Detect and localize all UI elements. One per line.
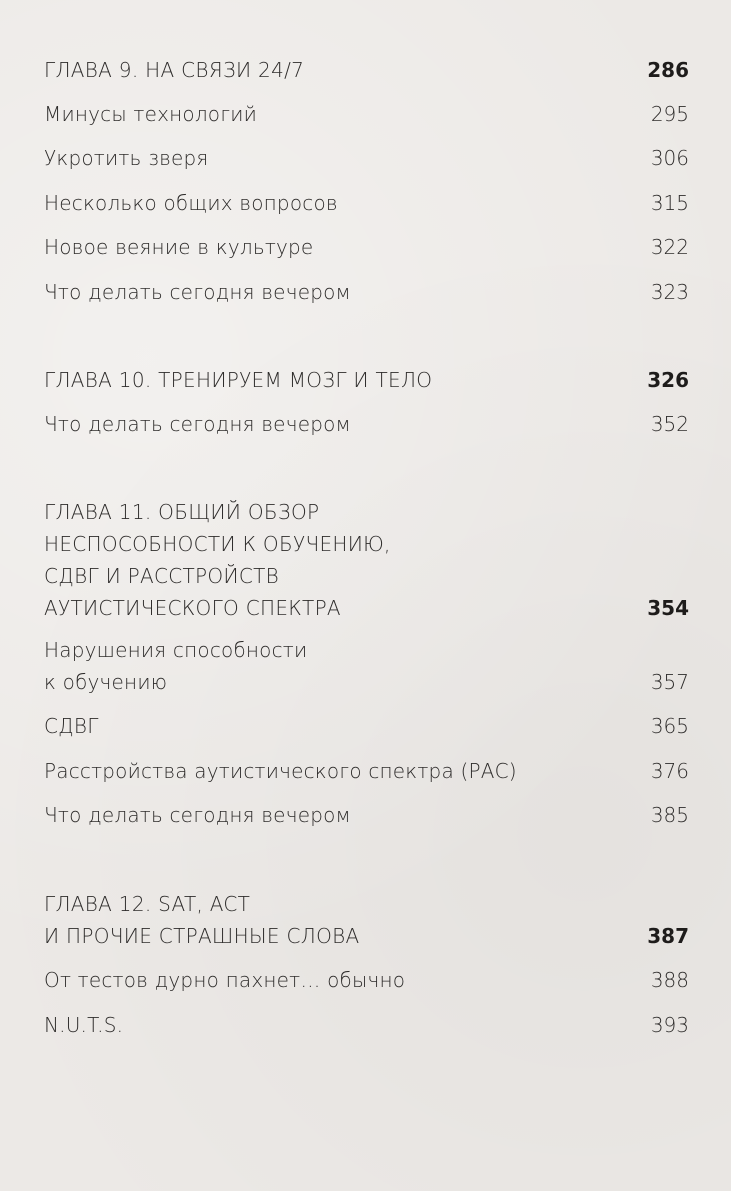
chapter-title: ГЛАВА 12. SAT, ACT И ПРОЧИЕ СТРАШНЫЕ СЛОВА: [44, 892, 360, 948]
chapter-title: ГЛАВА 10. ТРЕНИРУЕМ МОЗГ И ТЕЛО: [44, 368, 433, 392]
item-page-number: 306: [650, 146, 689, 170]
item-page-number: 376: [650, 759, 689, 783]
item-title: N.U.T.S.: [44, 1013, 124, 1037]
item-page-number: 352: [650, 412, 689, 436]
item-page-number: 315: [650, 191, 689, 215]
item-page-number: 393: [650, 1013, 689, 1037]
item-page-number: 357: [650, 670, 689, 694]
item-title: Что делать сегодня вечером: [44, 280, 351, 304]
item-page-number: 323: [650, 280, 689, 304]
chapter-page-number: 354: [647, 596, 689, 620]
item-title: Укротить зверя: [44, 146, 209, 170]
item-page-number: 365: [650, 714, 689, 738]
item-title: Новое веяние в культуре: [44, 235, 314, 259]
item-title: Нарушения способности к обучению: [44, 638, 308, 694]
item-title: Несколько общих вопросов: [44, 191, 338, 215]
chapter-title: ГЛАВА 9. НА СВЯЗИ 24/7: [44, 58, 305, 82]
item-title: СДВГ: [44, 714, 99, 738]
chapter-page-number: 286: [647, 58, 689, 82]
item-page-number: 295: [650, 102, 689, 126]
item-page-number: 388: [650, 968, 689, 992]
item-title: Минусы технологий: [44, 102, 258, 126]
item-title: Расстройства аутистического спектра (РАС): [44, 759, 517, 783]
chapter-page-number: 387: [647, 924, 689, 948]
item-page-number: 385: [650, 803, 689, 827]
item-title: Что делать сегодня вечером: [44, 803, 351, 827]
item-title: Что делать сегодня вечером: [44, 412, 351, 436]
item-page-number: 322: [650, 235, 689, 259]
chapter-title: ГЛАВА 11. ОБЩИЙ ОБЗОР НЕСПОСОБНОСТИ К ОБУЧЕНИЮ, СДВГ И РАССТРОЙСТВ АУТИСТИЧЕСКОГО СПЕКТРА: [44, 500, 391, 620]
item-title: От тестов дурно пахнет… обычно: [44, 968, 406, 992]
chapter-page-number: 326: [647, 368, 689, 392]
